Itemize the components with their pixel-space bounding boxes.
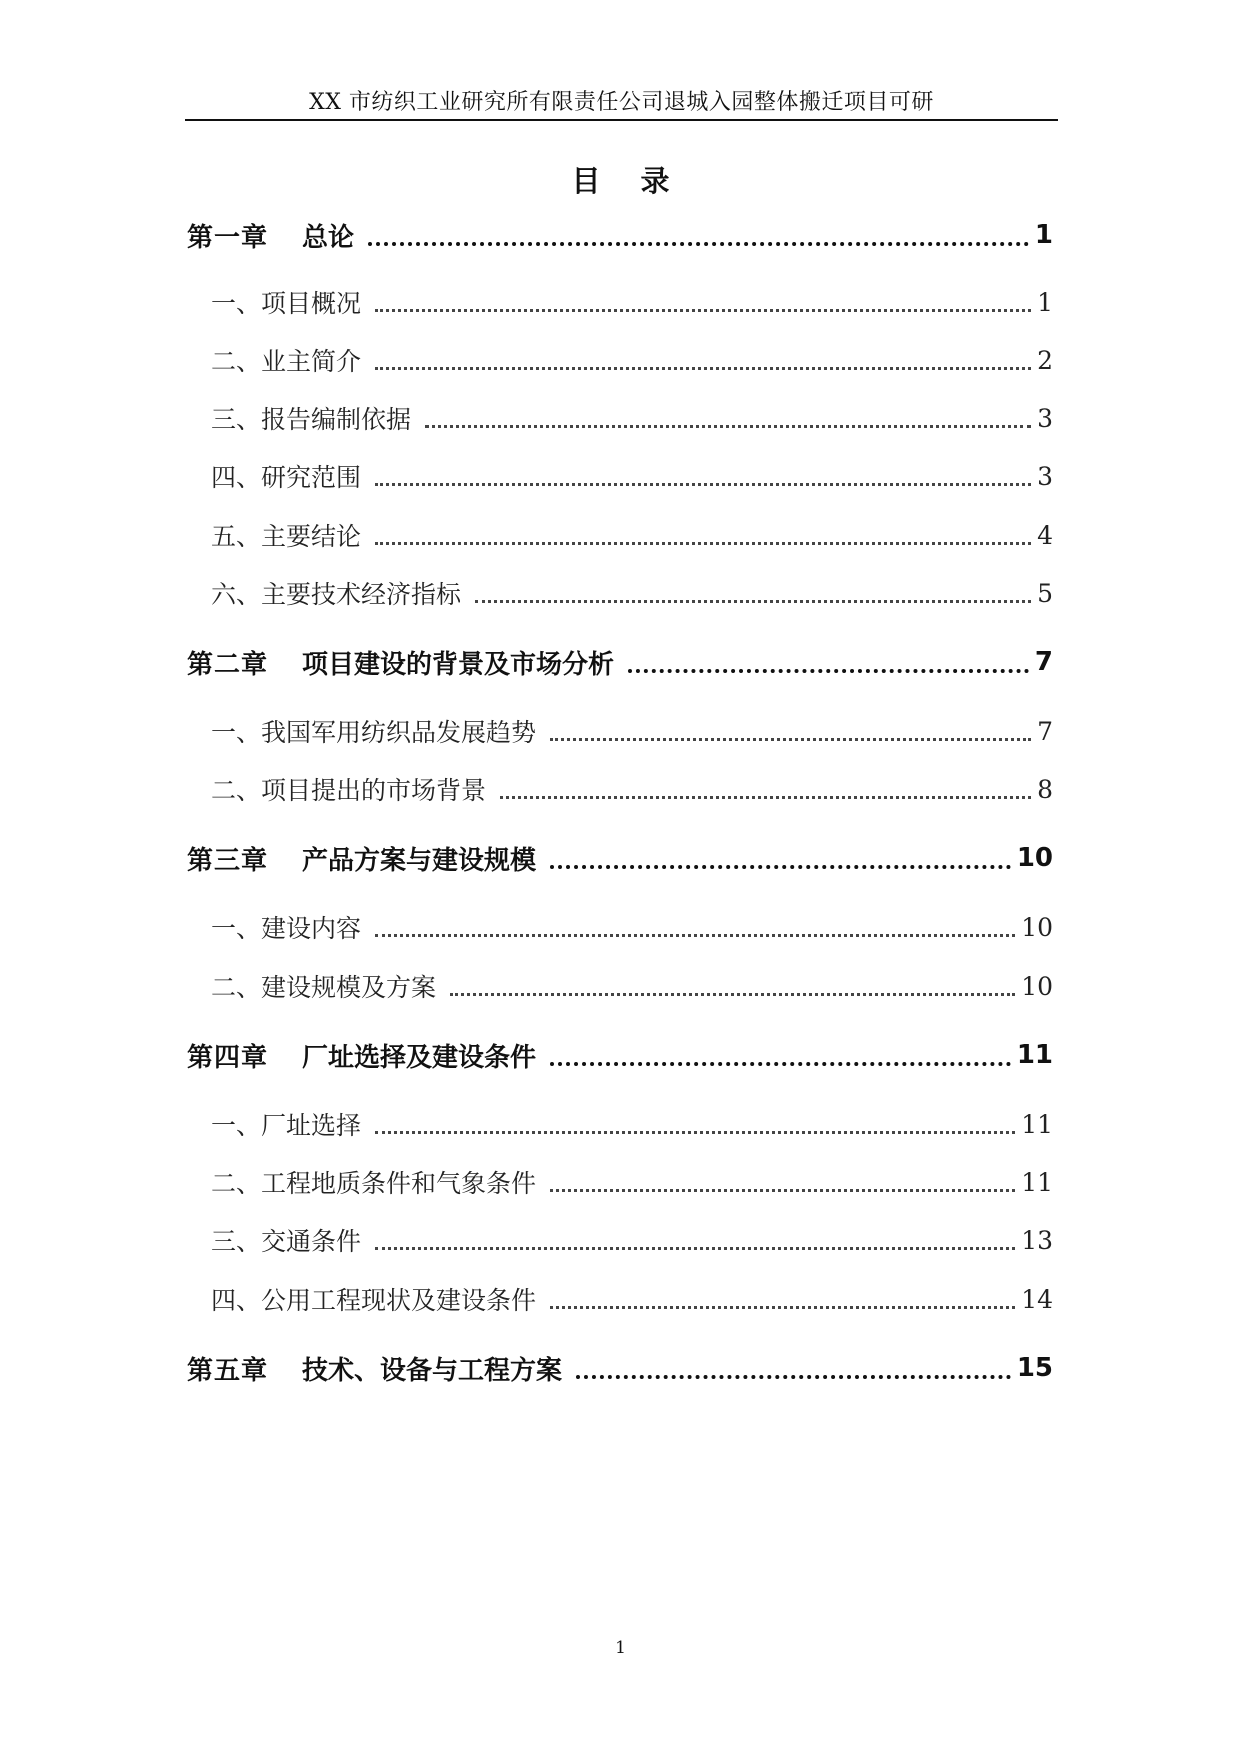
toc-entry-label: 第四章 厂址选择及建设条件 — [187, 1042, 537, 1073]
dot-leader — [375, 907, 1015, 947]
toc-entry-label: 第一章 总论 — [187, 222, 355, 253]
dot-leader — [550, 711, 1031, 751]
toc-section-4-4[interactable] — [187, 1279, 1053, 1319]
running-header: XX 市纺织工业研究所有限责任公司退城入园整体搬迁项目可研 — [309, 90, 934, 115]
toc-page-number: 1 — [1034, 220, 1053, 250]
toc-chapter-1[interactable] — [187, 215, 1053, 255]
toc-page-number: 8 — [1037, 774, 1053, 804]
dot-leader — [368, 215, 1029, 255]
toc-section-3-2[interactable] — [187, 966, 1053, 1006]
dot-leader — [550, 838, 1011, 878]
toc-page-number: 2 — [1037, 345, 1053, 375]
toc-section-1-2[interactable] — [187, 340, 1053, 380]
toc-entry-label: 六、主要技术经济指标 — [211, 580, 462, 609]
toc-section-4-1[interactable] — [187, 1104, 1053, 1144]
toc-page-number: 7 — [1034, 647, 1053, 677]
toc-chapter-5[interactable] — [187, 1348, 1053, 1388]
toc-section-1-6[interactable] — [187, 573, 1053, 613]
dot-leader — [475, 573, 1031, 613]
dot-leader — [375, 1220, 1015, 1260]
toc-section-1-1[interactable] — [187, 282, 1053, 322]
toc-section-2-1[interactable] — [187, 711, 1053, 751]
toc-section-2-2[interactable] — [187, 769, 1053, 809]
dot-leader — [550, 1279, 1015, 1319]
dot-leader — [628, 642, 1029, 682]
toc-entry-label: 第五章 技术、设备与工程方案 — [187, 1355, 563, 1386]
dot-leader — [576, 1348, 1011, 1388]
toc-page-number: 13 — [1021, 1225, 1053, 1255]
table-of-contents — [187, 0, 1053, 1754]
toc-page-number: 11 — [1021, 1109, 1053, 1139]
toc-title: 目录 — [571, 164, 710, 198]
toc-entry-label: 五、主要结论 — [211, 522, 362, 551]
toc-entry-label: 三、报告编制依据 — [211, 405, 412, 434]
dot-leader — [375, 456, 1031, 496]
toc-section-1-4[interactable] — [187, 456, 1053, 496]
toc-chapter-4[interactable] — [187, 1035, 1053, 1075]
toc-page-number: 1 — [1037, 287, 1053, 317]
toc-page-number: 4 — [1037, 520, 1053, 550]
toc-section-1-5[interactable] — [187, 515, 1053, 555]
toc-page-number: 10 — [1021, 971, 1053, 1001]
toc-page-number: 15 — [1016, 1353, 1053, 1383]
toc-section-4-3[interactable] — [187, 1220, 1053, 1260]
toc-entry-label: 二、工程地质条件和气象条件 — [211, 1169, 537, 1198]
toc-chapter-2[interactable] — [187, 642, 1053, 682]
dot-leader — [550, 1035, 1011, 1075]
toc-entry-label: 一、我国军用纺织品发展趋势 — [211, 718, 537, 747]
dot-leader — [375, 340, 1031, 380]
toc-page-number: 11 — [1016, 1040, 1053, 1070]
page-number: 1 — [615, 1638, 626, 1658]
toc-entry-label: 一、厂址选择 — [211, 1111, 362, 1140]
toc-page-number: 3 — [1037, 403, 1053, 433]
dot-leader — [550, 1162, 1015, 1202]
toc-chapter-3[interactable] — [187, 838, 1053, 878]
toc-entry-label: 二、业主简介 — [211, 347, 362, 376]
toc-section-1-3[interactable] — [187, 398, 1053, 438]
toc-section-3-1[interactable] — [187, 907, 1053, 947]
toc-entry-label: 第二章 项目建设的背景及市场分析 — [187, 649, 615, 680]
toc-page-number: 11 — [1021, 1167, 1053, 1197]
dot-leader — [500, 769, 1031, 809]
toc-page-number: 5 — [1037, 578, 1053, 608]
dot-leader — [425, 398, 1031, 438]
toc-entry-label: 二、建设规模及方案 — [211, 973, 437, 1002]
dot-leader — [375, 282, 1031, 322]
toc-page-number: 7 — [1037, 716, 1053, 746]
toc-page-number: 10 — [1021, 912, 1053, 942]
toc-entry-label: 二、项目提出的市场背景 — [211, 776, 487, 805]
toc-entry-label: 三、交通条件 — [211, 1227, 362, 1256]
toc-section-4-2[interactable] — [187, 1162, 1053, 1202]
toc-entry-label: 四、研究范围 — [211, 463, 362, 492]
toc-entry-label: 一、项目概况 — [211, 289, 362, 318]
toc-page-number: 14 — [1021, 1284, 1053, 1314]
toc-entry-label: 四、公用工程现状及建设条件 — [211, 1286, 537, 1315]
toc-page-number: 10 — [1016, 843, 1053, 873]
dot-leader — [450, 966, 1015, 1006]
toc-entry-label: 一、建设内容 — [211, 914, 362, 943]
toc-page-number: 3 — [1037, 461, 1053, 491]
dot-leader — [375, 1104, 1015, 1144]
dot-leader — [375, 515, 1031, 555]
toc-entry-label: 第三章 产品方案与建设规模 — [187, 845, 537, 876]
